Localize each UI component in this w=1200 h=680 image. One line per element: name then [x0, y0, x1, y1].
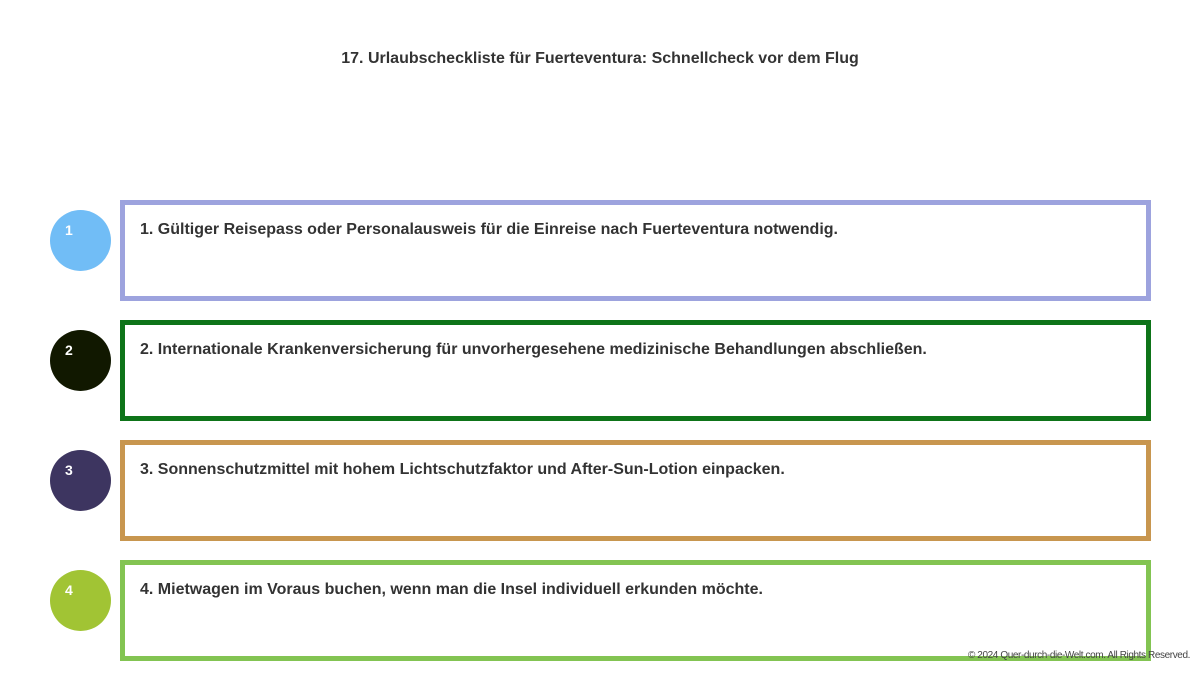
- item-text: 1. Gültiger Reisepass oder Personalausweis für die Einreise nach Fuerteventura notwendig.: [140, 221, 838, 238]
- item-box: [120, 200, 1151, 301]
- item-number-badge: [50, 450, 111, 511]
- copyright-footer: © 2024 Quer-durch-die-Welt.com. All Rights Reserved.: [967, 650, 1190, 661]
- checklist-item-1: [0, 200, 1200, 301]
- checklist-item-3: [0, 440, 1200, 541]
- item-number: 4: [65, 582, 73, 598]
- item-text: 4. Mietwagen im Voraus buchen, wenn man die Insel individuell erkunden möchte.: [140, 581, 763, 598]
- item-number-badge: [50, 210, 111, 271]
- item-box: [120, 440, 1151, 541]
- item-number-badge: [50, 570, 111, 631]
- item-box: [120, 560, 1151, 661]
- page-title: 17. Urlaubscheckliste für Fuerteventura: Schnellcheck vor dem Flug: [341, 50, 859, 67]
- item-text: 3. Sonnenschutzmittel mit hohem Lichtschutzfaktor und After-Sun-Lotion einpacken.: [140, 461, 785, 478]
- checklist-item-4: [0, 560, 1200, 661]
- item-number: 2: [65, 342, 73, 358]
- checklist-item-2: [0, 320, 1200, 421]
- item-text: 2. Internationale Krankenversicherung für unvorhergesehene medizinische Behandlungen abschließen.: [140, 341, 927, 358]
- item-number: 3: [65, 462, 73, 478]
- item-box: [120, 320, 1151, 421]
- item-number-badge: [50, 330, 111, 391]
- item-number: 1: [65, 222, 73, 238]
